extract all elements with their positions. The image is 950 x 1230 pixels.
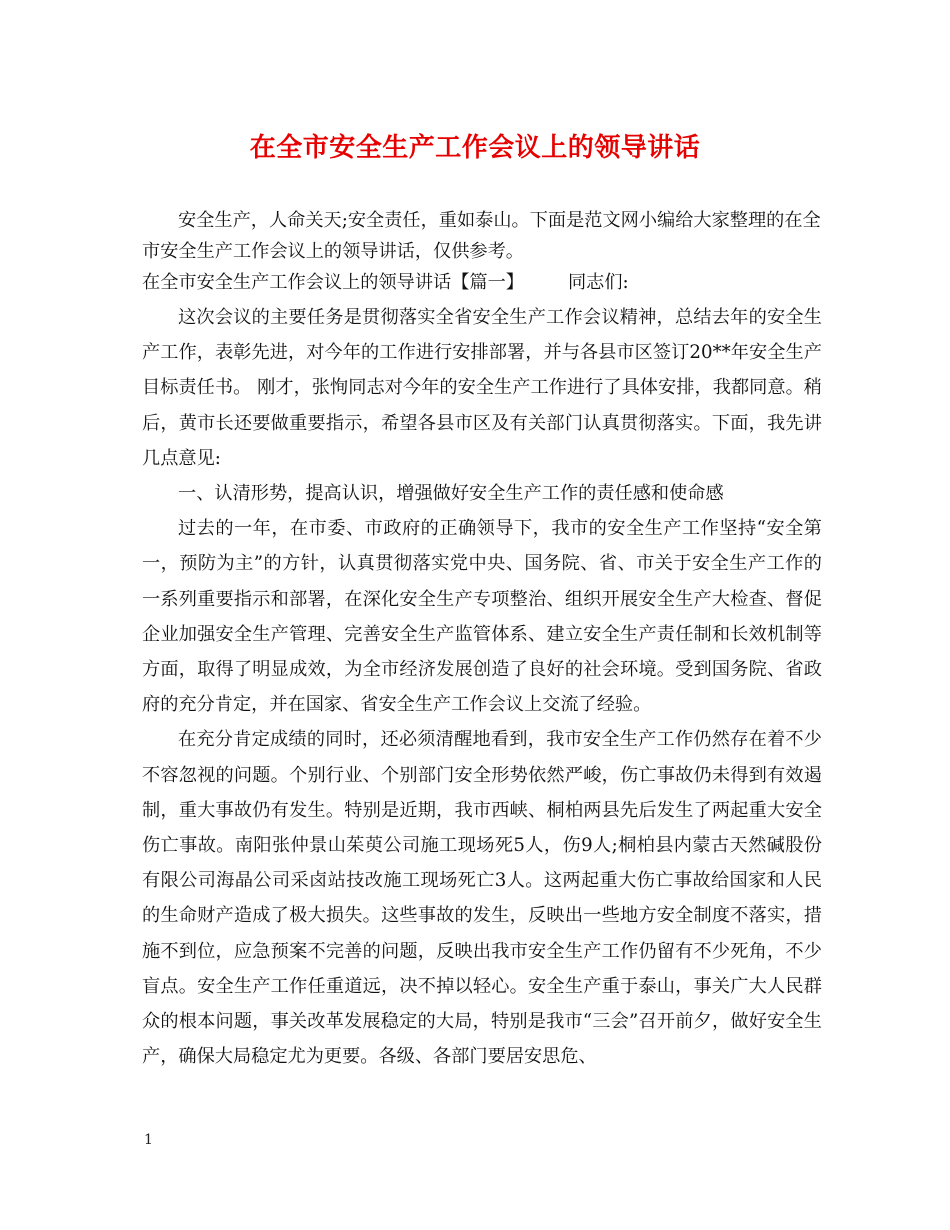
body-paragraph: 在充分肯定成绩的同时，还必须清醒地看到，我市安全生产工作仍然存在着不少不容忽视的问题。个别行业、个别部门安全形势依然严峻，伤亡事故仍未得到有效遏制，重大事故仍有发生。特别是近期，我市西峡、桐柏两县先后发生了两起重大安全伤亡事故。南阳张仲景山茱萸公司施工现场死5人，伤9人;桐柏县内蒙古天然碱股份有限公司海晶公司采卤站技改施工现场死亡3人。这两起重大伤亡事故给国家和人民的生命财产造成了极大损失。这些事故的发生，反映出一些地方安全制度不落实，措施不到位，应急预案不完善的问题，反映出我市安全生产工作仍留有不少死角，不少盲点。安全生产工作任重道远，决不掉以轻心。安全生产重于泰山，事关广大人民群众的根本问题，事关改革发展稳定的大局，特别是我市“三会”召开前夕，做好安全生产，确保大局稳定尤为更要。各级、各部门要居安思危、 xyxy=(142,729,822,1068)
document-title: 在全市安全生产工作会议上的领导讲话 xyxy=(249,133,701,163)
body-paragraph: 过去的一年，在市委、市政府的正确领导下，我市的安全生产工作坚持“安全第一，预防为主”的方针，认真贯彻落实党中央、国务院、省、市关于安全生产工作的一系列重要指示和部署，在深化安全生产专项整治、组织开展安全生产大检查、督促企业加强安全生产管理、完善安全生产监管体系、建立安全生产责任制和长效机制等方面，取得了明显成效，为全市经济发展创造了良好的社会环境。受到国务院、省政府的充分肯定，并在国家、省安全生产工作会议上交流了经验。 xyxy=(142,518,822,716)
document-body xyxy=(142,205,822,1074)
salutation: 同志们: xyxy=(567,272,629,293)
body-paragraph: 这次会议的主要任务是贯彻落实全省安全生产工作会议精神，总结去年的安全生产工作，表彰先进，对今年的工作进行安排部署，并与各县市区签订20**年安全生产目标责任书。 刚才，张恂同志对今年的安全生产工作进行了具体安排，我都同意。稍后，黄市长还要做重要指示，希望各县市区及有关部门认真贯彻落实。下面，我先讲几点意见: xyxy=(142,307,822,469)
intro-paragraph: 安全生产，人命关天;安全责任，重如泰山。下面是范文网小编给大家整理的在全市安全生产工作会议上的领导讲话，仅供参考。 xyxy=(142,210,821,262)
section-heading: 在全市安全生产工作会议上的领导讲话【篇一】 xyxy=(142,272,524,293)
page-number: 1 xyxy=(144,1132,153,1148)
body-paragraph-heading: 一、认清形势，提高认识，增强做好安全生产工作的责任感和使命感 xyxy=(178,483,724,505)
section-heading-line xyxy=(142,267,822,298)
